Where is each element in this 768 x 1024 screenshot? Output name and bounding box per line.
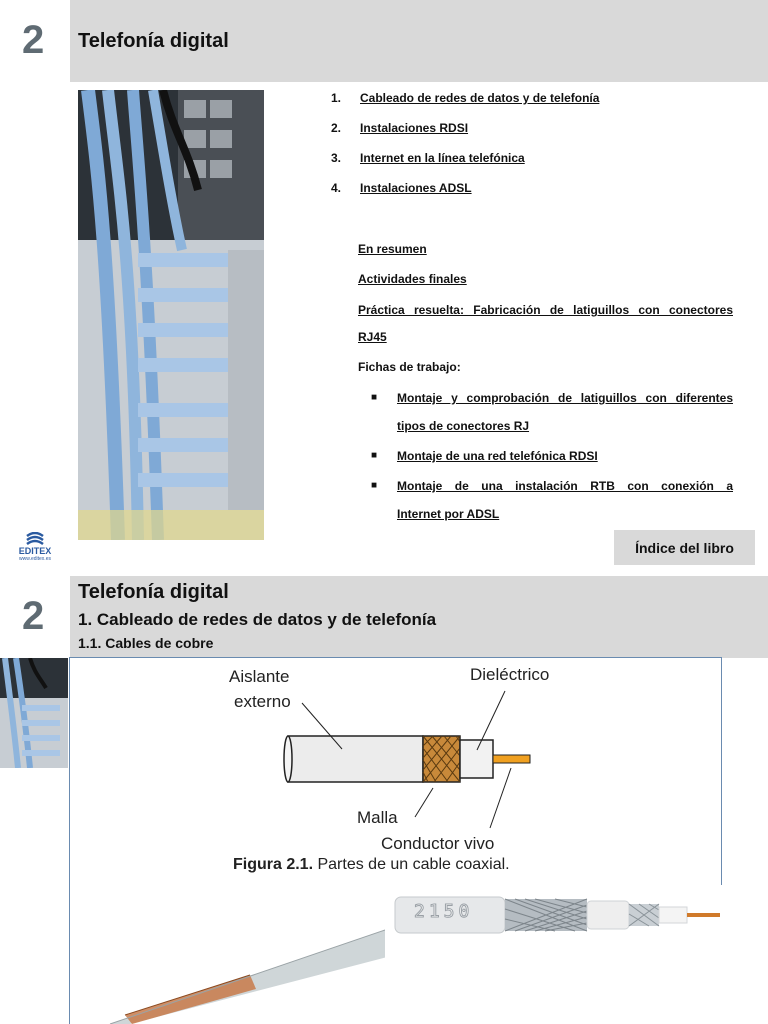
link-en-resumen[interactable]: En resumen bbox=[358, 242, 427, 256]
index-button[interactable]: Índice del libro bbox=[614, 530, 755, 565]
label-malla: Malla bbox=[357, 808, 398, 827]
slide1-chapter-number: 2 bbox=[22, 18, 45, 62]
cable-print-text: 2150 bbox=[414, 901, 474, 922]
toc-link-cableado[interactable]: Cableado de redes de datos y de telefonía bbox=[360, 91, 600, 105]
toc-num-4: 4. bbox=[331, 181, 342, 195]
figure-caption-text: Partes de un cable coaxial. bbox=[313, 856, 510, 873]
toc-link-rdsi[interactable]: Instalaciones RDSI bbox=[360, 121, 469, 135]
link-ficha-rtb-adsl-cont[interactable]: Internet por ADSL bbox=[397, 507, 500, 521]
coax-cable-photo-left bbox=[70, 925, 400, 1024]
link-practica-resuelta-cont[interactable]: RJ45 bbox=[358, 330, 387, 344]
figure-caption-number: Figura 2.1. bbox=[233, 856, 314, 873]
label-conductor-vivo: Conductor vivo bbox=[381, 834, 495, 853]
editex-logo bbox=[12, 532, 58, 562]
toc-num-3: 3. bbox=[331, 151, 342, 165]
editex-logo-text: EDITEX bbox=[18, 546, 52, 556]
fichas-heading: Fichas de trabajo: bbox=[358, 360, 461, 374]
slide2-title: Telefonía digital bbox=[78, 581, 229, 603]
editex-logo-icon bbox=[25, 532, 45, 546]
link-actividades-finales[interactable]: Actividades finales bbox=[358, 272, 467, 286]
toc-num-2: 2. bbox=[331, 121, 342, 135]
label-aislante: Aislante bbox=[229, 667, 290, 686]
slide2-chapter-number: 2 bbox=[22, 594, 45, 638]
label-dielectrico: Dieléctrico bbox=[470, 665, 550, 684]
coaxial-cable-diagram bbox=[70, 658, 721, 858]
link-ficha-latiguillos[interactable]: Montaje y comprobación de latiguillos con diferentes bbox=[397, 391, 733, 405]
slide1-title: Telefonía digital bbox=[78, 30, 229, 52]
network-cables-photo bbox=[78, 90, 264, 540]
network-cables-thumbnail bbox=[0, 658, 68, 768]
label-externo: externo bbox=[234, 692, 291, 711]
figure-caption bbox=[233, 856, 510, 874]
link-ficha-rtb-adsl[interactable]: Montaje de una instalación RTB con conexión a bbox=[397, 479, 733, 493]
toc-num-1: 1. bbox=[331, 91, 342, 105]
editex-logo-url: www.editex.es bbox=[19, 556, 51, 562]
bullet-icon: ■ bbox=[371, 450, 378, 461]
toc-link-adsl[interactable]: Instalaciones ADSL bbox=[360, 181, 472, 195]
link-ficha-latiguillos-cont[interactable]: tipos de conectores RJ bbox=[397, 419, 530, 433]
slide2-section-heading: 1. Cableado de redes de datos y de telefonía bbox=[78, 610, 437, 629]
link-ficha-red-rdsi[interactable]: Montaje de una red telefónica RDSI bbox=[397, 449, 598, 463]
bullet-icon: ■ bbox=[371, 392, 378, 403]
link-practica-resuelta[interactable]: Práctica resuelta: Fabricación de latiguillos con conectores bbox=[358, 303, 733, 317]
bullet-icon: ■ bbox=[371, 480, 378, 491]
toc-link-internet[interactable]: Internet en la línea telefónica bbox=[360, 151, 525, 165]
slide2-subsection-heading: 1.1. Cables de cobre bbox=[78, 635, 214, 651]
